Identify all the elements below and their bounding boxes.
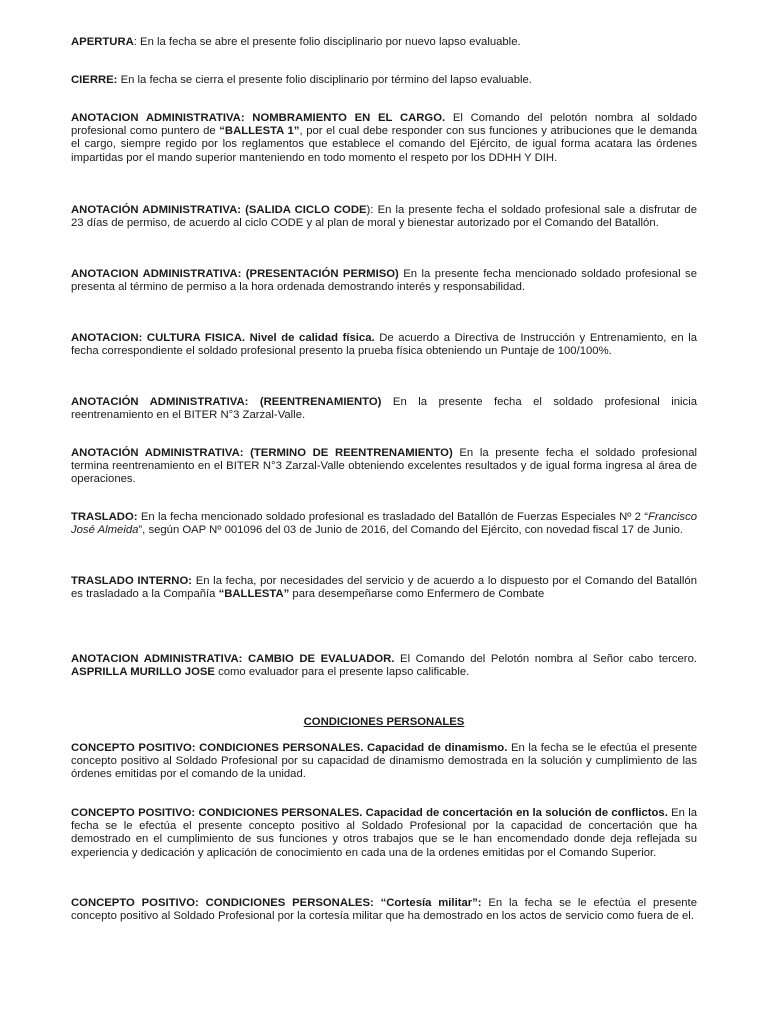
bold-label: ANOTACIÓN ADMINISTRATIVA: (REENTRENAMIENTO) bbox=[71, 396, 382, 408]
body-text: En la fecha se le efectúa el presente concepto positivo al Soldado Profesional por la capacidad de concertación que ha demostrado en el cumplimiento de sus funciones y otros trabajos que se le han encomendado donde deja reflejada su experiencia y dedicación y aplicación de conocimiento en cada una de la ordenes emitidas por el Comando Superior. bbox=[71, 807, 697, 859]
bold-label: ANOTACION ADMINISTRATIVA: NOMBRAMIENTO EN EL CARGO. bbox=[71, 112, 446, 124]
body-text: En la fecha se cierra el presente folio disciplinario por término del lapso evaluable. bbox=[117, 74, 532, 86]
body-text: , por el cual debe responder con sus funciones y atribuciones que le demanda el cargo, siempre regido por los reglamentos que establece el comando del Ejército, de igual forma acatara las órdenes impartidas por el mando superior manteniendo en todo momento el respeto por los DDHH Y DIH. bbox=[71, 125, 698, 164]
paragraph-anotacion-cambio-evaluador bbox=[71, 653, 697, 679]
bold-label: ANOTACIÓN ADMINISTRATIVA: (TERMINO DE REENTRENAMIENTO) bbox=[71, 447, 453, 459]
body-text: : En la fecha se abre el presente folio disciplinario por nuevo lapso evaluable. bbox=[133, 36, 521, 48]
body-text: para desempeñarse como Enfermero de Combate bbox=[289, 588, 545, 601]
paragraph-traslado-interno bbox=[71, 575, 697, 601]
paragraph-concepto-cortesia bbox=[71, 897, 697, 923]
paragraph-anotacion-termino-reentrenamiento bbox=[71, 447, 697, 487]
bold-label: CONCEPTO POSITIVO: CONDICIONES PERSONALES. Capacidad de concertación en la solución de conflictos. bbox=[71, 807, 668, 819]
paragraph-anotacion-presentacion-permiso bbox=[71, 268, 697, 294]
bold-label: ANOTACION: CULTURA FISICA. Nivel de calidad física. bbox=[71, 332, 375, 344]
bold-label: CIERRE: bbox=[71, 74, 118, 86]
italic-text: Francisco José Almeida bbox=[71, 511, 697, 537]
section-heading: CONDICIONES PERSONALES bbox=[303, 716, 465, 728]
paragraph-traslado bbox=[71, 511, 697, 537]
body-text: En la fecha se le efectúa el presente concepto positivo al Soldado Profesional por su capacidad de dinamismo demostrada en la solución y cumplimiento de las órdenes emitidas por el comando de la unidad. bbox=[71, 742, 697, 781]
body-text: En la fecha, por necesidades del servicio y de acuerdo a lo dispuesto por el Comando del Batallón es trasladado a la Compañía bbox=[71, 575, 697, 601]
body-text: ”, según OAP Nº 001096 del 03 de Junio de 2016, del Comando del Ejército, con novedad fiscal 17 de Junio. bbox=[138, 524, 684, 537]
bold-label: ANOTACION ADMINISTRATIVA: CAMBIO DE EVALUADOR. bbox=[71, 653, 395, 665]
paragraph-anotacion-cultura-fisica bbox=[71, 332, 697, 358]
bold-label: “BALLESTA 1” bbox=[219, 125, 300, 138]
body-text: El Comando del pelotón nombra al soldado profesional como puntero de bbox=[71, 112, 697, 138]
body-text: como evaluador para el presente lapso calificable. bbox=[214, 666, 470, 679]
paragraph-concepto-concertacion bbox=[71, 807, 697, 860]
body-text: En la presente fecha el soldado profesional termina reentrenamiento en el BITER N°3 Zarzal-Valle obteniendo excelentes resultados y de igual forma ingresa al área de operaciones. bbox=[71, 447, 697, 486]
bold-label: APERTURA bbox=[71, 36, 134, 48]
bold-label: ANOTACION ADMINISTRATIVA: (PRESENTACIÓN PERMISO) bbox=[71, 268, 399, 280]
body-text: En la fecha se le efectúa el presente concepto positivo al Soldado Profesional por la cortesía militar que ha demostrado en los actos de servicio como fuera de el. bbox=[71, 897, 697, 923]
paragraph-anotacion-nombramiento bbox=[71, 112, 697, 165]
bold-label: CONCEPTO POSITIVO: CONDICIONES PERSONALES. Capacidad de dinamismo. bbox=[71, 742, 508, 754]
bold-label: “BALLESTA” bbox=[218, 588, 290, 601]
paragraph-anotacion-reentrenamiento bbox=[71, 396, 697, 422]
body-text: En la fecha mencionado soldado profesional es trasladado del Batallón de Fuerzas Especiales Nº 2 “ bbox=[137, 511, 649, 523]
body-text: En la presente fecha el soldado profesional inicia reentrenamiento en el BITER N°3 Zarzal-Valle. bbox=[71, 396, 697, 422]
paragraph-anotacion-salida-code bbox=[71, 204, 697, 230]
paragraph-concepto-dinamismo bbox=[71, 742, 697, 782]
bold-label: CONCEPTO POSITIVO: CONDICIONES PERSONALES: “Cortesía militar”: bbox=[71, 897, 482, 909]
body-text: ): En la presente fecha el soldado profesional sale a disfrutar de 23 días de permiso, de acuerdo al ciclo CODE y al plan de moral y bienestar autorizado por el Comando del Batallón. bbox=[71, 204, 697, 230]
paragraph-apertura bbox=[71, 36, 697, 49]
bold-label: ANOTACIÓN ADMINISTRATIVA: (SALIDA CICLO CODE bbox=[71, 204, 367, 216]
bold-label: ASPRILLA MURILLO JOSE bbox=[71, 666, 215, 679]
bold-label: TRASLADO: bbox=[71, 511, 138, 523]
body-text: En la presente fecha mencionado soldado profesional se presenta al término de permiso a la hora ordenada demostrando interés y responsabilidad. bbox=[71, 268, 697, 294]
bold-label: TRASLADO INTERNO: bbox=[71, 575, 193, 587]
paragraph-cierre bbox=[71, 74, 697, 87]
body-text: De acuerdo a Directiva de Instrucción y Entrenamiento, en la fecha correspondiente el soldado profesional presento la prueba física obteniendo un Puntaje de 100/100%. bbox=[71, 332, 697, 358]
body-text: El Comando del Pelotón nombra al Señor cabo tercero. bbox=[394, 653, 697, 665]
